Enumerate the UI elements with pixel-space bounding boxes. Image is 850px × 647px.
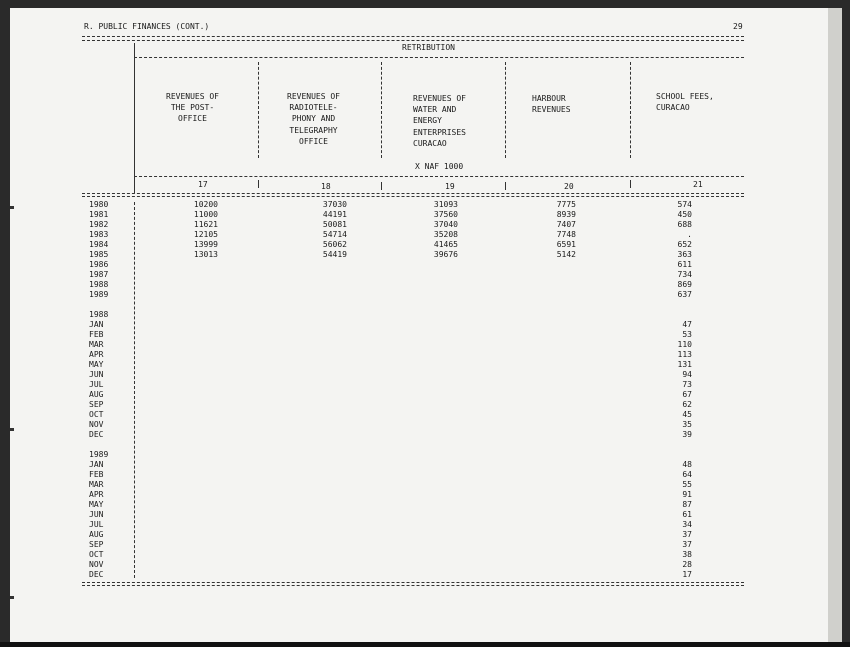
value-1988-school-fees: 869 [677, 280, 692, 289]
value-1980-radiotelephony: 37030 [322, 200, 347, 209]
header-bottom-rule [82, 193, 744, 194]
school-fees-value: 73 [682, 380, 692, 389]
page-title: R. PUBLIC FINANCES (CONT.) [84, 22, 210, 31]
month-label: SEP [89, 400, 104, 409]
value-1981-post-office: 11000 [193, 210, 218, 219]
month-label: JUL [89, 380, 104, 389]
page-number: 29 [733, 22, 743, 31]
month-label: APR [89, 490, 104, 499]
row-label-1989: 1989 [89, 290, 109, 299]
school-fees-value: 91 [682, 490, 692, 499]
column-header-18: REVENUES OF RADIOTELE- PHONY AND TELEGRAPHY OFFICE [287, 92, 340, 146]
month-label: JAN [89, 320, 104, 329]
month-label: AUG [89, 390, 104, 399]
scan-border [0, 642, 850, 647]
column-number-18: 18 [321, 182, 331, 191]
value-1984-radiotelephony: 56062 [322, 240, 347, 249]
page-edge [828, 8, 842, 642]
value-1985-water-energy: 39676 [433, 250, 458, 259]
school-fees-value: 37 [682, 540, 692, 549]
value-1983-post-office: 12105 [193, 230, 218, 239]
school-fees-value: 48 [682, 460, 692, 469]
school-fees-value: 110 [677, 340, 692, 349]
month-label: NOV [89, 420, 104, 429]
value-1981-school-fees: 450 [677, 210, 692, 219]
value-1989-school-fees: 637 [677, 290, 692, 299]
school-fees-value: 45 [682, 410, 692, 419]
month-label: JUL [89, 520, 104, 529]
value-1982-radiotelephony: 50081 [322, 220, 347, 229]
value-1987-school-fees: 734 [677, 270, 692, 279]
month-label: APR [89, 350, 104, 359]
group-header-rule [134, 57, 744, 58]
value-1982-school-fees: 688 [677, 220, 692, 229]
month-label: AUG [89, 530, 104, 539]
school-fees-value: 55 [682, 480, 692, 489]
row-label-1980: 1980 [89, 200, 109, 209]
school-fees-value: 53 [682, 330, 692, 339]
top-rule [82, 36, 744, 37]
value-1981-water-energy: 37560 [433, 210, 458, 219]
value-1980-water-energy: 31093 [433, 200, 458, 209]
school-fees-value: 64 [682, 470, 692, 479]
row-label-1985: 1985 [89, 250, 109, 259]
value-1983-radiotelephony: 54714 [322, 230, 347, 239]
value-1985-harbour: 5142 [556, 250, 576, 259]
value-1984-water-energy: 41465 [433, 240, 458, 249]
school-fees-value: 87 [682, 500, 692, 509]
value-1984-post-office: 13999 [193, 240, 218, 249]
header-bottom-rule-second [82, 196, 744, 197]
school-fees-value: 113 [677, 350, 692, 359]
school-fees-value: 34 [682, 520, 692, 529]
column-number-divider-4 [630, 180, 631, 188]
month-label: OCT [89, 410, 104, 419]
value-1985-post-office: 13013 [193, 250, 218, 259]
value-1980-post-office: 10200 [193, 200, 218, 209]
school-fees-value: 94 [682, 370, 692, 379]
value-1981-radiotelephony: 44191 [322, 210, 347, 219]
school-fees-value: 67 [682, 390, 692, 399]
value-1984-school-fees: 652 [677, 240, 692, 249]
column-number-divider-3 [505, 182, 506, 190]
year-heading-1988: 1988 [89, 310, 109, 319]
value-1983-harbour: 7748 [556, 230, 576, 239]
school-fees-value: 37 [682, 530, 692, 539]
value-1985-school-fees: 363 [677, 250, 692, 259]
group-header: RETRIBUTION [402, 43, 455, 52]
month-label: MAY [89, 500, 104, 509]
column-number-19: 19 [445, 182, 455, 191]
month-label: MAR [89, 480, 104, 489]
column-number-21: 21 [693, 180, 703, 189]
month-label: FEB [89, 470, 104, 479]
month-label: FEB [89, 330, 104, 339]
month-label: SEP [89, 540, 104, 549]
stub-divider-body [134, 202, 135, 578]
column-header-21: SCHOOL FEES, CURACAO [656, 92, 714, 113]
month-label: JUN [89, 370, 104, 379]
column-number-divider-1 [258, 180, 259, 188]
school-fees-value: 35 [682, 420, 692, 429]
row-label-1981: 1981 [89, 210, 109, 219]
value-1981-harbour: 8939 [556, 210, 576, 219]
column-number-17: 17 [198, 180, 208, 189]
scanned-page [10, 8, 828, 642]
column-divider-19-20 [505, 62, 506, 158]
year-heading-1989: 1989 [89, 450, 109, 459]
value-1980-school-fees: 574 [677, 200, 692, 209]
month-label: OCT [89, 550, 104, 559]
month-label: JAN [89, 460, 104, 469]
column-header-19: REVENUES OF WATER AND ENERGY ENTERPRISES CURACAO [413, 94, 466, 148]
school-fees-value: 131 [677, 360, 692, 369]
unit-label: X NAF 1000 [415, 162, 464, 171]
month-label: MAY [89, 360, 104, 369]
stub-divider-header [134, 43, 135, 193]
value-1984-harbour: 6591 [556, 240, 576, 249]
value-1983-water-energy: 35208 [433, 230, 458, 239]
school-fees-value: 17 [682, 570, 692, 579]
binding-mark-bottom [10, 596, 14, 599]
value-1985-radiotelephony: 54419 [322, 250, 347, 259]
school-fees-value: 61 [682, 510, 692, 519]
school-fees-value: 38 [682, 550, 692, 559]
school-fees-value: 47 [682, 320, 692, 329]
value-1980-harbour: 7775 [556, 200, 576, 209]
school-fees-value: 62 [682, 400, 692, 409]
value-1982-harbour: 7407 [556, 220, 576, 229]
column-header-17: REVENUES OF THE POST- OFFICE [166, 92, 219, 124]
row-label-1988: 1988 [89, 280, 109, 289]
month-label: DEC [89, 430, 104, 439]
column-header-20: HARBOUR REVENUES [532, 94, 571, 115]
month-label: NOV [89, 560, 104, 569]
column-number-20: 20 [564, 182, 574, 191]
column-number-divider-2 [381, 182, 382, 190]
binding-mark-top [10, 206, 14, 209]
value-1982-water-energy: 37040 [433, 220, 458, 229]
row-label-1983: 1983 [89, 230, 109, 239]
value-1983-school-fees: . [687, 230, 692, 239]
column-divider-20-21 [630, 62, 631, 158]
row-label-1984: 1984 [89, 240, 109, 249]
table-bottom-rule [82, 582, 744, 583]
row-label-1986: 1986 [89, 260, 109, 269]
row-label-1982: 1982 [89, 220, 109, 229]
school-fees-value: 39 [682, 430, 692, 439]
school-fees-value: 28 [682, 560, 692, 569]
month-label: MAR [89, 340, 104, 349]
column-divider-17-18 [258, 62, 259, 158]
top-rule-second [82, 40, 744, 41]
value-1986-school-fees: 611 [677, 260, 692, 269]
binding-mark-middle [10, 428, 14, 431]
row-label-1987: 1987 [89, 270, 109, 279]
unit-rule [134, 176, 744, 177]
month-label: JUN [89, 510, 104, 519]
value-1982-post-office: 11621 [193, 220, 218, 229]
month-label: DEC [89, 570, 104, 579]
table-bottom-rule-second [82, 585, 744, 586]
column-divider-18-19 [381, 62, 382, 158]
